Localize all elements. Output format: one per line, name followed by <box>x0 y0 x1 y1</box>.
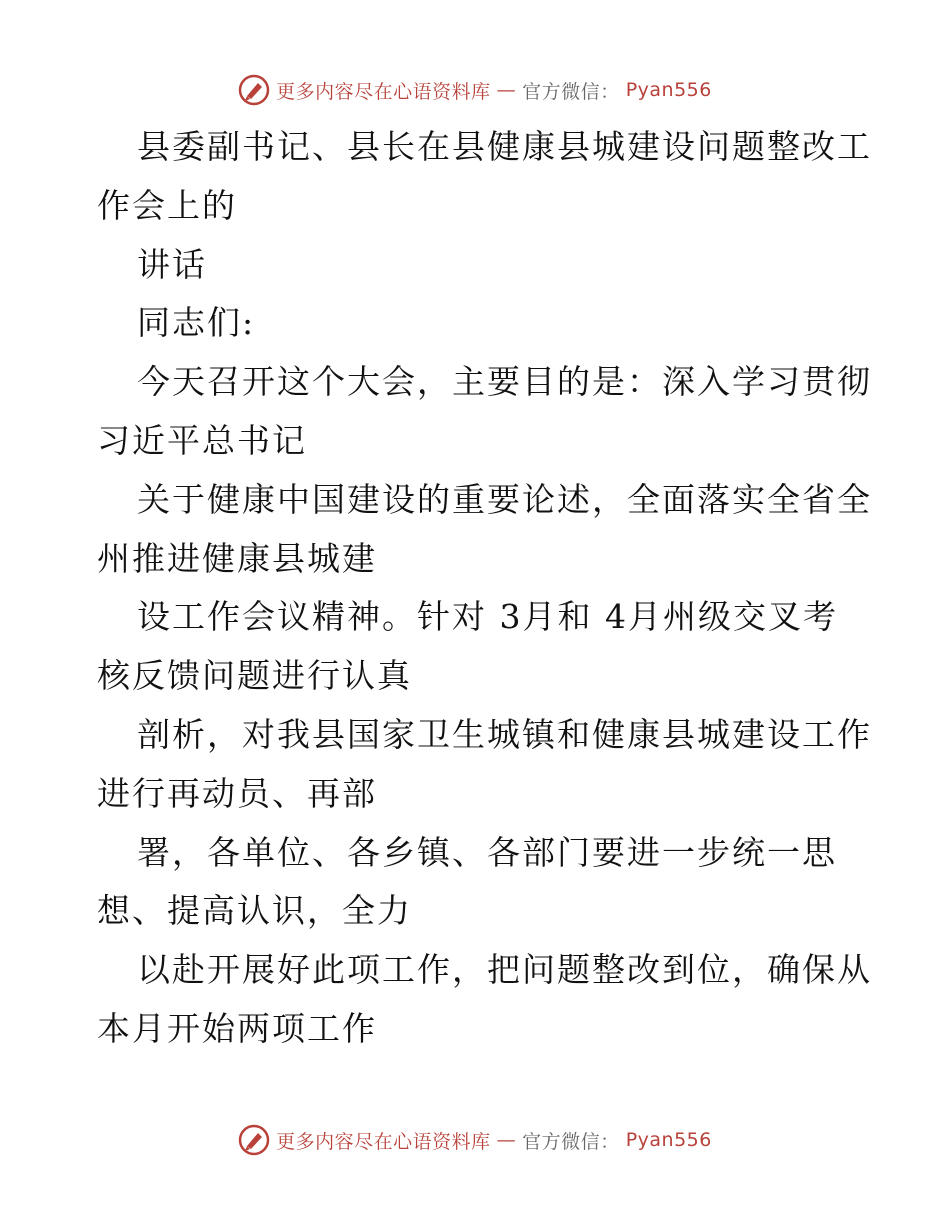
text-line: 州推进健康县城建 <box>97 538 377 578</box>
text-line: 设工作会议精神。针对 3月和 4月州级交叉考 <box>137 597 838 637</box>
text-line: 以赴开展好此项工作，把问题整改到位，确保从 <box>137 950 872 990</box>
text-line: 习近平总书记 <box>97 420 307 460</box>
text-line: 想、提高认识，全力 <box>97 891 412 931</box>
text-line: 同志们: <box>137 303 256 343</box>
text-line: 县委副书记、县长在县健康县城建设问题整改工 <box>137 127 872 166</box>
text-line: 核反馈问题进行认真 <box>97 656 412 696</box>
document-body <box>97 118 872 1059</box>
header-wechat-id: Pyan556 <box>625 79 712 101</box>
footer-watermark <box>238 1124 712 1156</box>
header-watermark <box>238 74 712 106</box>
text-line: 作会上的 <box>97 185 237 225</box>
text-line: 讲话 <box>137 244 207 284</box>
text-line: 关于健康中国建设的重要论述，全面落实全省全 <box>137 479 872 519</box>
header-brand-text: 更多内容尽在心语资料库 <box>276 80 491 103</box>
text-line: 剖析，对我县国家卫生城镇和健康县城建设工作 <box>137 714 872 754</box>
footer-wechat-id: Pyan556 <box>625 1129 712 1151</box>
footer-wechat-label: 官方微信： <box>522 1130 620 1153</box>
pen-logo-icon <box>238 1124 270 1156</box>
text-line: 今天召开这个大会，主要目的是：深入学习贯彻 <box>137 362 872 402</box>
text-line: 本月开始两项工作 <box>97 1008 377 1048</box>
text-line: 署，各单位、各乡镇、各部门要进一步统一思 <box>137 832 837 872</box>
page-header-banner <box>0 70 950 110</box>
pen-logo-icon <box>238 74 270 106</box>
header-separator: — <box>496 79 517 101</box>
footer-brand-text: 更多内容尽在心语资料库 <box>276 1130 491 1153</box>
header-wechat-label: 官方微信： <box>522 80 620 103</box>
text-line: 进行再动员、再部 <box>97 773 377 813</box>
page-footer-banner <box>0 1120 950 1160</box>
footer-separator: — <box>496 1129 517 1151</box>
